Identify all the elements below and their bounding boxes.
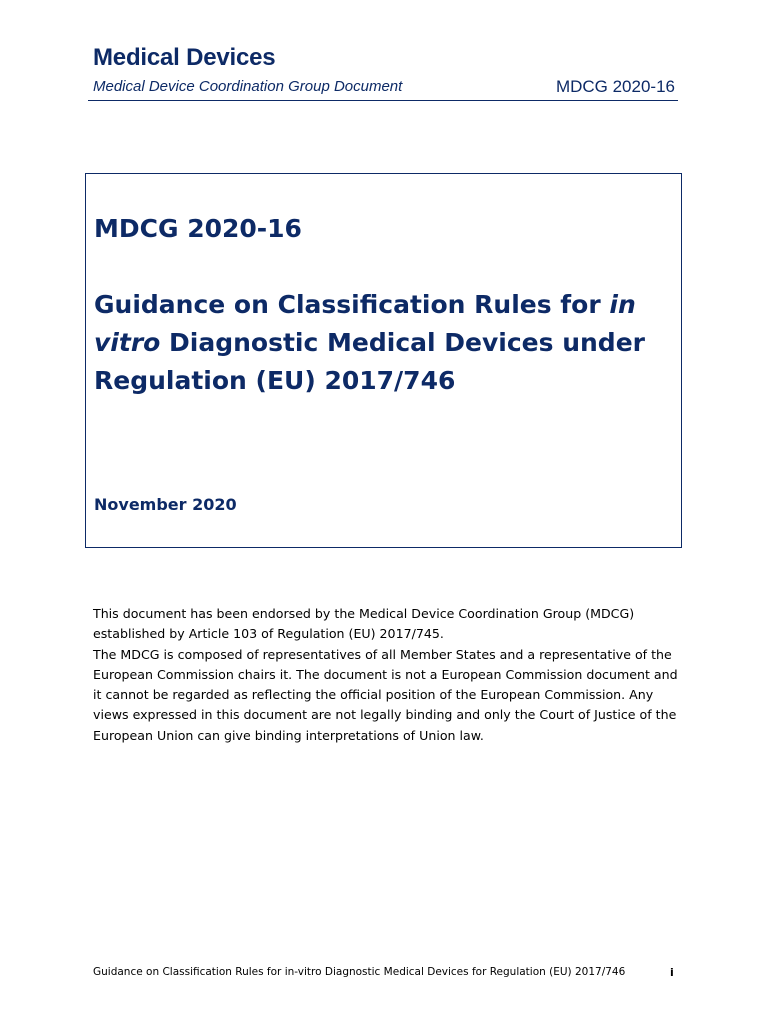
footer-text: Guidance on Classification Rules for in-vitro Diagnostic Medical Devices for Regulation (EU) 2017/746 bbox=[93, 966, 626, 978]
header-divider bbox=[88, 100, 678, 101]
title-box bbox=[85, 173, 682, 548]
document-title bbox=[94, 286, 664, 400]
document-date: November 2020 bbox=[94, 495, 237, 514]
header-title: Medical Devices bbox=[93, 44, 276, 71]
document-title-italic-in: in bbox=[609, 290, 636, 319]
header-document-code: MDCG 2020-16 bbox=[555, 77, 675, 96]
header-subtitle: Medical Device Coordination Group Document bbox=[93, 78, 403, 95]
document-code: MDCG 2020-16 bbox=[94, 214, 302, 243]
document-title-italic-vitro: vitro bbox=[94, 328, 161, 357]
endorsement-text bbox=[93, 604, 683, 746]
endorsement-paragraph-2: The MDCG is composed of representatives of all Member States and a representative of the European Commission chairs it. The document is not a European Commission document and it cannot be regarded as reflecting the official position of the European Commission. Any views expressed in this document are not legally binding and only the Court of Justice of the European Union can give binding interpretations of Union law. bbox=[93, 646, 678, 743]
document-title-part1: Guidance on Classification Rules for bbox=[94, 290, 610, 319]
document-title-part2: Diagnostic Medical Devices under Regulation (EU) 2017/746 bbox=[94, 328, 645, 395]
page-number: i bbox=[670, 966, 674, 979]
endorsement-paragraph-1: This document has been endorsed by the Medical Device Coordination Group (MDCG) established by Article 103 of Regulation (EU) 2017/745. bbox=[93, 606, 635, 642]
